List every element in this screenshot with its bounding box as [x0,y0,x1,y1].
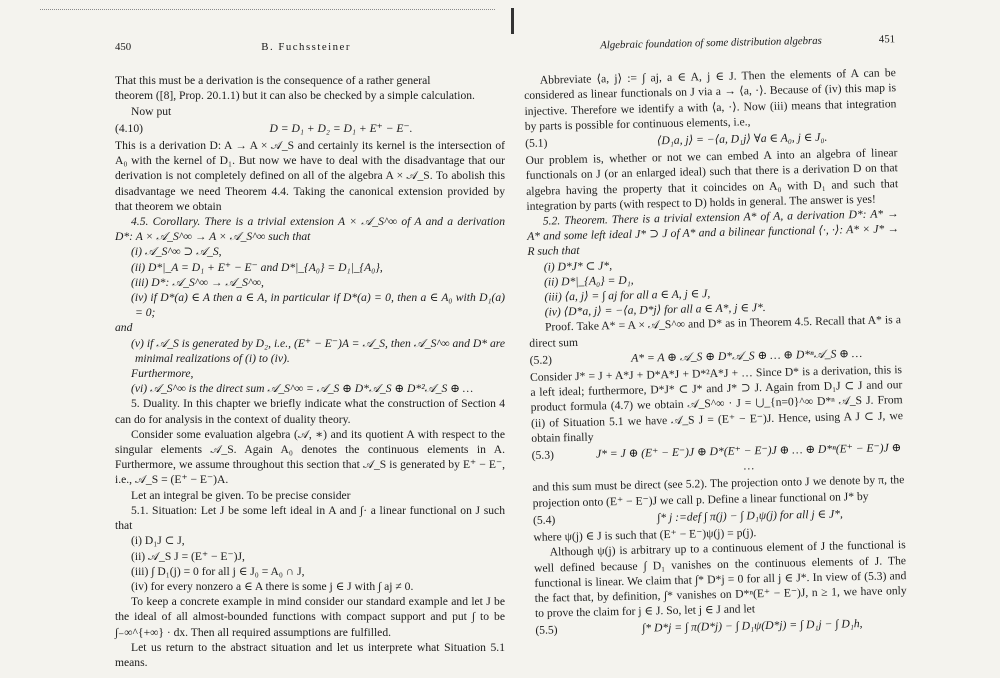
equation-body: ⟨D₁a, j⟩ = −⟨a, D₁j⟩ ∀a ∈ A₀, j ∈ J₀. [656,130,828,148]
equation-body: ∫* D*j = ∫ π(D*j) − ∫ D₁ψ(D*j) = ∫ D₁j − ∫ D₁h, [642,617,863,635]
list-item: (vi) 𝒜_S^∞ is the direct sum 𝒜_S^∞ = 𝒜_S ⊕ D*𝒜_S ⊕ D*²𝒜_S ⊕ … [131,382,474,396]
list-item: (v) if 𝒜_S is generated by D₂, i.e., (E⁺ − E⁻)A = 𝒜_S, then 𝒜_S^∞ and D* are minimal realizations of (i) to (iv). [131,336,505,365]
equation-number: (4.10) [115,121,144,135]
list-item: (ii) D*|_A = D₁ + E⁺ − E⁻ and D*|_{A₀} = D₁|_{A₀}, [131,260,383,274]
paragraph: where ψ(j) ∈ J is such that (E⁺ − E⁻)ψ(j) = p(j). [533,526,757,544]
list-item: (iii) ⟨a, j⟩ = ∫ aj for all a ∈ A, j ∈ J, [544,287,711,304]
equation-4-10 [115,121,505,136]
equation-body: ∫* j :=def ∫ π(j) − ∫ D₁ψ(j) for all j ∈ J*, [657,507,843,525]
gutter-mark [511,8,514,34]
equation-number: (5.5) [535,623,558,638]
equation-number: (5.3) [531,448,555,462]
running-title: Algebraic foundation of some distribution algebras [600,34,822,52]
equation-5-3 [532,440,905,478]
running-author: B. Fuchssteiner [261,41,351,53]
page-number: 450 [115,41,132,53]
equation-body: J* = J ⊕ (E⁺ − E⁻)J ⊕ D*(E⁺ − E⁻)J ⊕ … ⊕ D*ⁿ(E⁺ − E⁻)J ⊕ … [595,441,902,473]
text-line: and [115,321,133,335]
section-5-duality: 5. Duality. In this chapter we briefly indicate what the construction of Section 4 can do for analysis in the context of duality theory. [115,397,505,426]
paragraph: Although ψ(j) is arbitrary up to a continuous element of J the functional is well defined because ∫ D₁ vanishes on the continuous elements of J. The functional is linear. We claim that ∫* D*j = 0 for all j ∈ J*. In view of (5.3) and the fact that, by definition, ∫* vanishes on D*ⁿ(E⁺ − E⁻)J, n ≥ 1, we have only to prove the claim for j ∈ J. So, let j ∈ J and let [533,538,907,620]
list-item: (iv) for every nonzero a ∈ A there is some j ∈ J with ∫ aj ≠ 0. [131,579,414,593]
paragraph: To keep a concrete example in mind consider our standard example and let J be the ideal of all almost-bounded functions with compact support and put ∫ to be ∫₋∞^{+∞} · dx. Then all required assumptions are fulfilled. [115,595,505,639]
text-line: Now put [131,104,172,118]
equation-body: A* = A ⊕ 𝒜_S ⊕ D*𝒜_S ⊕ … ⊕ D*ⁿ𝒜_S ⊕ … [631,346,863,365]
list-item: (iii) D*: 𝒜_S^∞ → 𝒜_S^∞, [131,275,264,289]
equation-number: (5.4) [532,513,556,527]
text-line: theorem ([8], Prop. 20.1.1) but it can also be checked by a simple calculation. [115,89,475,103]
right-header [523,32,895,55]
list-item: (ii) D*|_{A₀} = D₁, [543,273,634,289]
paragraph: Consider J* = J + A*J + D*A*J + D*²A*J + … Since D* is a derivation, this is a left ideal; furthermore, D*J* ⊂ J* and J* ⊃ J. Again from D₁J ⊂ J and our product formula (4.7) we obtain 𝒜_S^∞ · J = ⋃_{n=0}^∞ D*ⁿ 𝒜_S J. From (ii) of Situation 5.1 we have 𝒜_S J = (E⁺ − E⁻)J. Hence, using A J ⊂ J, we obtain finally [529,363,904,445]
paragraph: Let us return to the abstract situation and let us interprete what Situation 5.1 means. [115,640,505,669]
equation-body: D = D₁ + D₂ = D₁ + E⁺ − E⁻. [269,121,413,135]
paragraph: Let an integral be given. To be precise consider [131,488,351,502]
paragraph: Consider some evaluation algebra (𝒜, ∗) and its quotient A with respect to the singular elements 𝒜_S. Again A₀ denotes the continuous elements in A. Furthermore, we assume throughout this section that 𝒜_S is generated by E⁺ − E⁻, i.e., 𝒜_S = (E⁺ − E⁻)A. [115,427,505,487]
paragraph: Our problem is, whether or not we can embed A into an algebra of linear functionals on J (or an enlarged ideal) such that there is a derivation D on that algebra having the property that it coincides on A₀ with D₁ and such that integration by parts (with respect to D) holds in general. The answer is yes! [525,146,899,213]
paragraph: and this sum must be direct (see 5.2). The projection onto J we denote by π, the projection onto (E⁺ − E⁻)J we call p. Define a linear functional on J* by [532,473,905,510]
theorem-5-2: 5.2. Theorem. There is a trivial extension A* of A, a derivation D*: A* → A* and some left ideal J* ⊃ J of A* and a bilinear functional ⟨·, ·⟩: A* × J* → R such that [526,207,900,259]
text-line: That this must be a derivation is the consequence of a rather general [115,74,431,88]
proof: Proof. Take A* = A × 𝒜_S^∞ and D* as in Theorem 4.5. Recall that A* is a direct sum [529,313,902,350]
list-item: (iii) ∫ D₁(j) = 0 for all j ∈ J₀ = A₀ ∩ J, [131,564,305,578]
list-item: (i) D*J* ⊂ J*, [543,258,613,274]
equation-number: (5.1) [525,136,548,150]
page-number: 451 [878,33,896,46]
left-header [115,40,505,55]
situation-5-1: 5.1. Situation: Let J be some left ideal in A and ∫· a linear functional on J such that [115,503,505,533]
list-item: (i) D₁J ⊂ J, [131,534,185,548]
list-item: (iv) ⟨D*a, j⟩ = −⟨a, D*j⟩ for all a ∈ A*, j ∈ J*. [544,301,766,319]
right-page [523,32,907,640]
list-item: (i) 𝒜_S^∞ ⊃ 𝒜_S, [131,245,222,259]
equation-number: (5.2) [529,353,553,367]
corollary-4-5: 4.5. Corollary. There is a trivial extension A × 𝒜_S^∞ of A and a derivation D*: A × 𝒜_S^∞ → A × 𝒜_S^∞ such that [115,215,505,244]
list-item: (ii) 𝒜_S J = (E⁺ − E⁻)J, [131,549,245,563]
left-page [115,40,505,670]
text-line: Furthermore, [131,367,194,381]
list-item: (iv) if D*(a) ∈ A then a ∈ A, in particular if D*(a) = 0, then a ∈ A₀ with D₁(a) = 0; [131,291,505,320]
scan-edge-line [40,9,495,10]
paragraph: This is a derivation D: A → A × 𝒜_S and certainly its kernel is the intersection of A₀ with the kernel of D₁. But now we have to deal with the disadvantage that our derivation is not completely defined on all of the algebra A × 𝒜_S. To abolish this disadvantage we need Theorem 4.4. Taking the canonical extension provided by that theorem we obtain [115,139,505,213]
paragraph: Abbreviate ⟨a, j⟩ := ∫ aj, a ∈ A, j ∈ J. Then the elements of A can be considered as linear functionals on J via a → ⟨a, ·⟩. Because of (iv) this map is injective. Therefore we identify a with ⟨a, ·⟩. Now (iii) means that integration by parts is possible for continuous elements, i.e., [524,66,897,133]
